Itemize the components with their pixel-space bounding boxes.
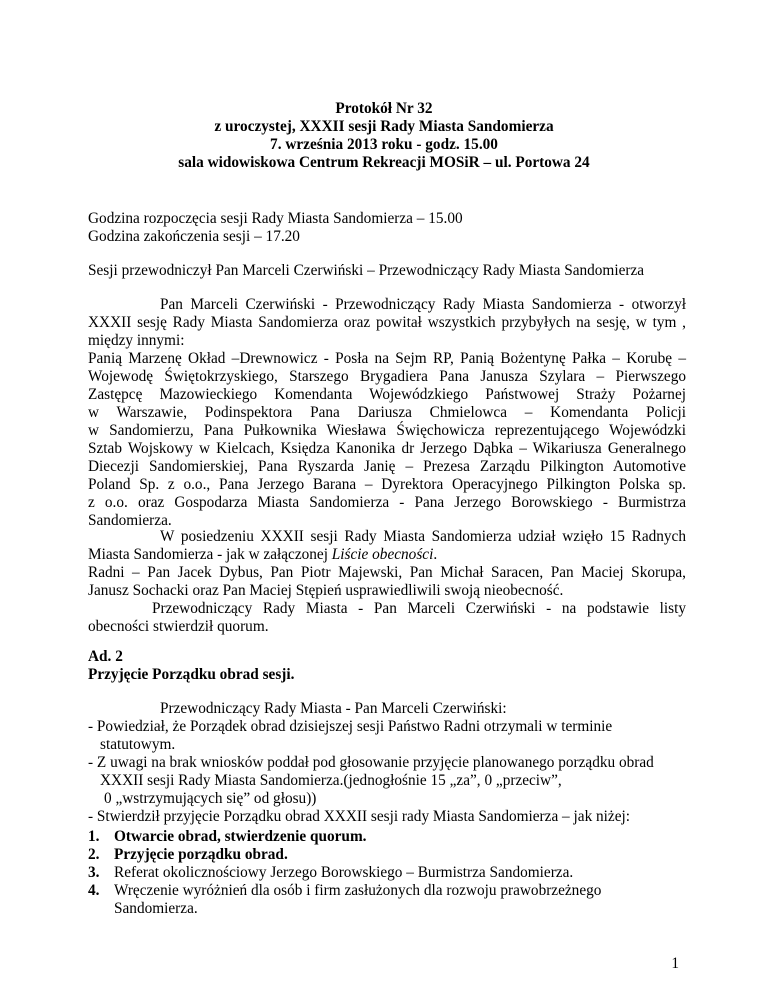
opening-line: między innymi:	[88, 332, 185, 349]
opening-line: Panią Marzenę Okład –Drewnowicz - Posła na Sejm RP, Panią Bożentynę Pałka – Korubę –	[88, 350, 686, 367]
opening-line: Sztab Wojskowy w Kielcach, Księdza Kanonika dr Jerzego Dąbka – Wikariusza Generalnego	[88, 440, 686, 457]
attendance-line: Janusz Sochacki oraz Pan Maciej Stępień usprawiedliwili swoją nieobecność.	[88, 582, 564, 599]
agenda-item: 3. Referat okolicznościowy Jerzego Borowskiego – Burmistrza Sandomierza.	[88, 864, 574, 881]
opening-line: Pan Marceli Czerwiński - Przewodniczący Rady Miasta Sandomierza - otworzył	[160, 296, 686, 313]
agenda-list	[88, 828, 601, 918]
ad2-intro: Przewodniczący Rady Miasta - Pan Marceli Czerwiński:	[160, 700, 507, 717]
chair-statement: Sesji przewodniczył Pan Marceli Czerwiński – Przewodniczący Rady Miasta Sandomierza	[88, 262, 645, 279]
ad2-bullet-1: - Powiedział, że Porządek obrad dzisiejszej sesji Państwo Radni otrzymali w terminie	[88, 718, 613, 735]
opening-line: Wojewodę Świętokrzyskiego, Starszego Brygadiera Pana Janusza Szylara – Pierwszego	[88, 368, 686, 385]
session-date: 7. września 2013 roku - godz. 15.00	[270, 136, 498, 153]
protocol-number: Protokół Nr 32	[335, 100, 433, 117]
agenda-item: 4. Wręczenie wyróżnień dla osób i firm zasłużonych dla rozwoju prawobrzeżnego Sandomierza.	[88, 882, 602, 917]
start-time: Godzina rozpoczęcia sesji Rady Miasta Sandomierza – 15.00	[88, 210, 463, 227]
ad2-bullet-2: - Z uwagi na brak wniosków poddał pod głosowanie przyjęcie planowanego porządku obrad	[88, 754, 654, 771]
page-number: 1	[671, 955, 679, 972]
opening-line: Poland Sp. z o.o., Pana Jerzego Barana – Dyrektora Operacyjnego Pilkington Polska sp.	[88, 476, 686, 493]
session-venue: sala widowiskowa Centrum Rekreacji MOSiR – ul. Portowa 24	[178, 154, 590, 171]
opening-paragraph	[88, 296, 686, 530]
opening-line: Diecezji Sandomierskiej, Pana Ryszarda Janię – Prezesa Zarządu Pilkington Automotive	[88, 458, 686, 475]
ad2-title: Przyjęcie Porządku obrad sesji.	[88, 666, 295, 683]
ad2-bullet-2-cont: XXXII sesji Rady Miasta Sandomierza.(jednogłośnie 15 „za”, 0 „przeciw”,	[100, 772, 562, 789]
end-time: Godzina zakończenia sesji – 17.20	[88, 228, 300, 245]
ad2-bullet-1-cont: statutowym.	[100, 736, 176, 753]
attendance-paragraph	[88, 528, 686, 636]
document-header	[0, 100, 768, 172]
ad2-bullet-3: - Stwierdził przyjęcie Porządku obrad XXXII sesji rady Miasta Sandomierza – jak niżej:	[88, 808, 631, 825]
attendance-line: Miasta Sandomierza - jak w załączonej Liście obecności.	[88, 546, 438, 563]
session-title: z uroczystej, XXXII sesji Rady Miasta Sandomierza	[214, 118, 554, 135]
attendance-line: obecności stwierdził quorum.	[88, 618, 269, 635]
ad2-bullet-2-cont2: 0 „wstrzymujących się” od głosu))	[104, 790, 317, 807]
opening-line: Zastępcę Mazowieckiego Komendanta Wojewódzkiego Państwowej Straży Pożarnej	[88, 386, 686, 403]
attendance-line: Radni – Pan Jacek Dybus, Pan Piotr Majewski, Pan Michał Saracen, Pan Maciej Skorupa,	[88, 564, 686, 581]
ad2-heading: Ad. 2	[88, 648, 123, 665]
opening-line: z o.o. oraz Gospodarza Miasta Sandomierza - Pana Jerzego Borowskiego - Burmistrza	[88, 494, 686, 511]
attendance-line: W posiedzeniu XXXII sesji Rady Miasta Sandomierza udział wzięło 15 Radnych	[160, 528, 686, 545]
opening-line: w Sandomierzu, Pana Pułkownika Wiesława Święchowicza reprezentującego Wojewódzki	[88, 422, 686, 439]
agenda-item: 2. Przyjęcie porządku obrad.	[88, 846, 288, 863]
attendance-line: Przewodniczący Rady Miasta - Pan Marceli Czerwiński - na podstawie listy	[152, 600, 686, 617]
attendance-list-ref: Liście obecności	[331, 546, 434, 563]
opening-line: Sandomierza.	[88, 512, 172, 529]
opening-line: w Warszawie, Podinspektora Pana Dariusza Chmielowca – Komendanta Policji	[88, 404, 686, 421]
agenda-item: 1. Otwarcie obrad, stwierdzenie quorum.	[88, 828, 367, 845]
opening-line: XXXII sesję Rady Miasta Sandomierza oraz powitał wszystkich przybyłych na sesję, w tym ,	[88, 314, 686, 331]
